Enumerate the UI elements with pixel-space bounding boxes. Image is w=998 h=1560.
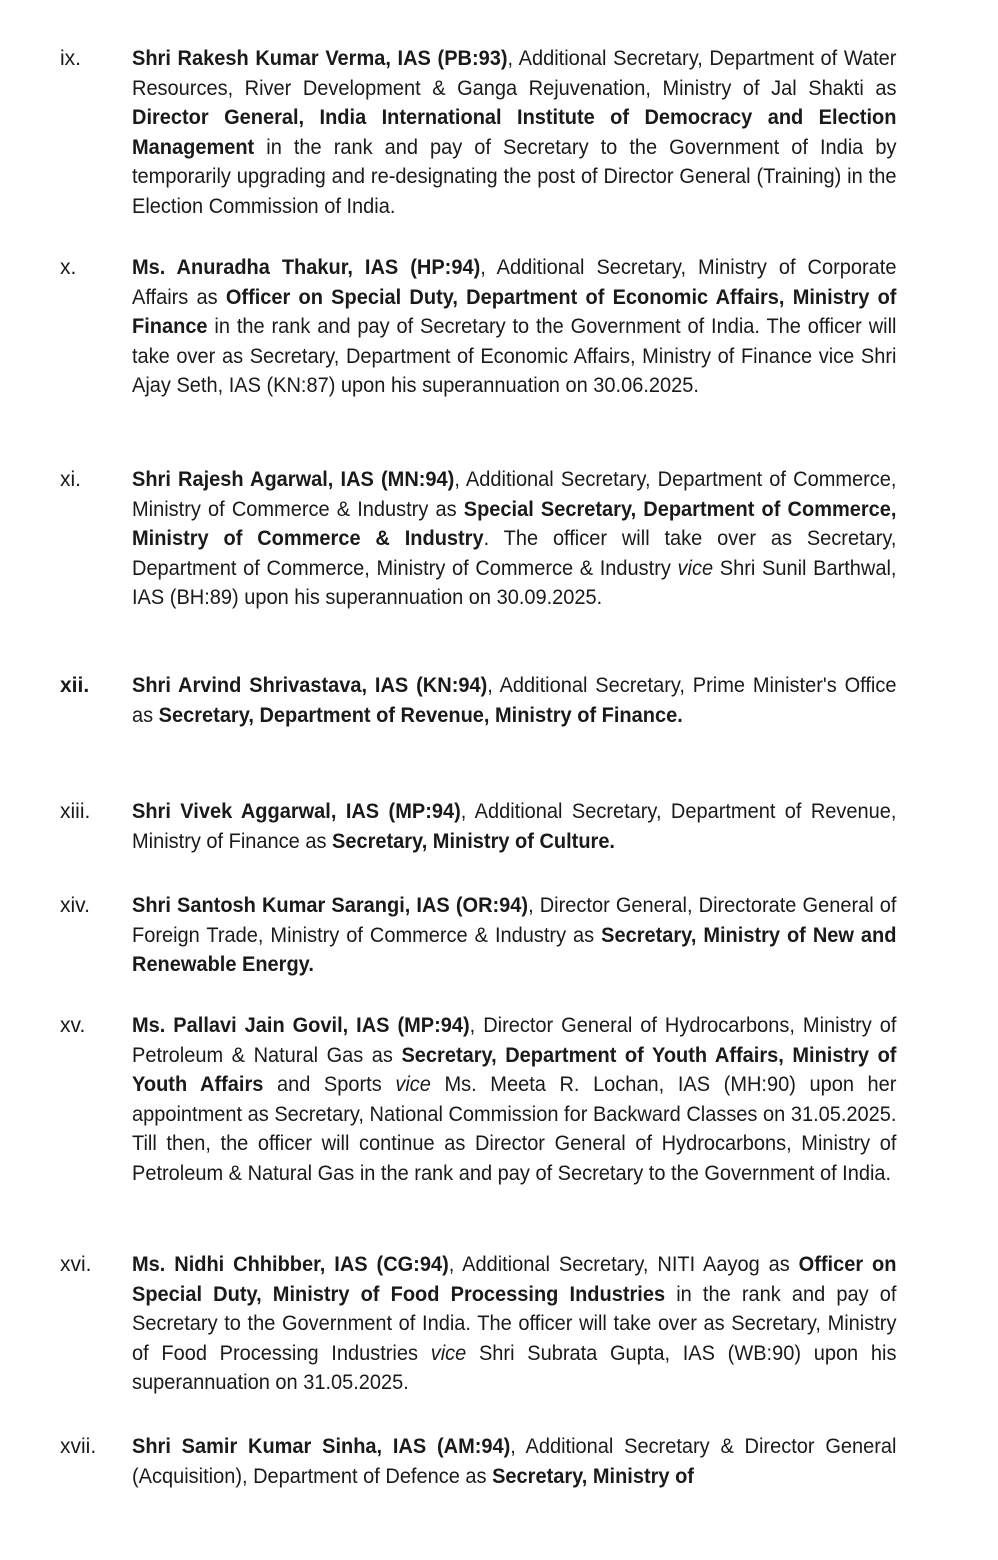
body-text: , Additional Secretary, Prime Minister's Office as	[132, 673, 897, 727]
body-text: , Additional Secretary, Department of Commerce, Ministry of Commerce & Industry as	[132, 467, 897, 521]
item-number: xii.	[60, 674, 90, 697]
item-number: x.	[60, 256, 77, 279]
officer-name: Ms. Pallavi Jain Govil, IAS (MP:94)	[132, 1013, 470, 1037]
body-text: . The officer will take over as Secretary, Department of Commerce, Ministry of Commerce & Industry	[132, 526, 897, 580]
appointment-post: Secretary, Department of Youth Affairs, Ministry of Youth Affairs	[132, 1042, 897, 1096]
appointment-item-xiv	[60, 891, 965, 980]
appointment-post: Secretary, Ministry of Culture.	[332, 828, 615, 853]
appointment-item-xvi	[60, 1250, 965, 1398]
appointment-post: Officer on Special Duty, Ministry of Food Processing Industries	[132, 1252, 897, 1306]
appointment-post: Officer on Special Duty, Department of Economic Affairs, Ministry of Finance	[132, 284, 897, 338]
item-number: xiv.	[60, 894, 90, 917]
item-number: xvi.	[60, 1253, 92, 1276]
body-text: , Director General, Directorate General of Foreign Trade, Ministry of Commerce & Industry as	[132, 893, 897, 947]
appointment-item-xi	[60, 465, 965, 613]
officer-name: Shri Rakesh Kumar Verma, IAS (PB:93)	[132, 46, 508, 70]
item-text	[132, 253, 896, 401]
item-text	[132, 1011, 896, 1188]
officer-name: Ms. Nidhi Chhibber, IAS (CG:94)	[132, 1252, 449, 1276]
appointment-item-xii	[60, 671, 965, 730]
item-number: xvii.	[60, 1435, 97, 1458]
item-text	[132, 1250, 896, 1398]
officer-name: Shri Santosh Kumar Sarangi, IAS (OR:94)	[132, 893, 529, 917]
body-text: Shri Subrata Gupta, IAS (WB:90) upon his superannuation on 31.05.2025.	[132, 1340, 897, 1394]
officer-name: Ms. Anuradha Thakur, IAS (HP:94)	[132, 255, 481, 279]
body-text: , Additional Secretary, Department of Revenue, Ministry of Finance as	[132, 799, 897, 853]
body-text: , Additional Secretary, Department of Water Resources, River Development & Ganga Rejuvenation, Ministry of Jal Shakti as	[132, 46, 897, 100]
body-text: , Additional Secretary, NITI Aayog as	[448, 1252, 799, 1276]
item-number: xi.	[60, 468, 81, 491]
item-number: xv.	[60, 1014, 86, 1037]
item-number: ix.	[60, 47, 81, 70]
appointment-item-xvii	[60, 1432, 965, 1491]
body-text: , Additional Secretary & Director General (Acquisition), Department of Defence as	[132, 1434, 897, 1488]
appointment-item-xv	[60, 1011, 965, 1188]
body-text: in the rank and pay of Secretary to the Government of India. The officer will take over as Secretary, Ministry of Food Processing Industries	[132, 1281, 897, 1365]
appointment-item-x	[60, 253, 965, 401]
body-text: and Sports	[263, 1072, 396, 1096]
vice-term: vice	[430, 1340, 467, 1365]
item-text	[132, 891, 896, 980]
officer-name: Shri Arvind Shrivastava, IAS (KN:94)	[132, 673, 488, 697]
item-number: xiii.	[60, 800, 91, 823]
item-text	[132, 465, 896, 613]
appointment-post: Secretary, Department of Revenue, Ministry of Finance.	[158, 702, 683, 727]
officer-name: Shri Vivek Aggarwal, IAS (MP:94)	[132, 799, 461, 823]
item-text	[132, 1432, 896, 1491]
item-text	[132, 671, 896, 730]
item-text	[132, 797, 896, 856]
appointment-post: Secretary, Ministry of	[492, 1463, 694, 1488]
appointment-item-xiii	[60, 797, 965, 856]
officer-name: Shri Samir Kumar Sinha, IAS (AM:94)	[132, 1434, 511, 1458]
body-text: , Additional Secretary, Ministry of Corporate Affairs as	[132, 255, 897, 309]
body-text: , Director General of Hydrocarbons, Ministry of Petroleum & Natural Gas as	[132, 1013, 897, 1067]
officer-name: Shri Rajesh Agarwal, IAS (MN:94)	[132, 467, 455, 491]
vice-term: vice	[395, 1072, 431, 1096]
appointment-post: Special Secretary, Department of Commerce, Ministry of Commerce & Industry	[132, 496, 897, 550]
vice-term: vice	[677, 555, 714, 580]
appointment-post: Secretary, Ministry of New and Renewable Energy.	[132, 922, 897, 976]
body-text: in the rank and pay of Secretary to the Government of India by temporarily upgrading and re-designating the post of Director General (Training) in the Election Commission of India.	[132, 134, 897, 218]
appointment-item-ix	[60, 44, 965, 221]
item-text	[132, 44, 896, 221]
body-text: Ms. Meeta R. Lochan, IAS (MH:90) upon her appointment as Secretary, National Commission for Backward Classes on 31.05.2025. Till then, the officer will continue as Director General of Hydrocarbons, Ministry of Petroleum & Natural Gas in the rank and pay of Secretary to the Government of India.	[132, 1072, 897, 1185]
body-text: Shri Sunil Barthwal, IAS (BH:89) upon his superannuation on 30.09.2025.	[132, 555, 897, 609]
appointment-post: Director General, India International Institute of Democracy and Election Management	[132, 105, 897, 159]
body-text: in the rank and pay of Secretary to the Government of India. The officer will take over as Secretary, Department of Economic Affairs, Ministry of Finance vice Shri Ajay Seth, IAS (KN:87) upon his superannuation on 30.06.2025.	[132, 314, 897, 397]
